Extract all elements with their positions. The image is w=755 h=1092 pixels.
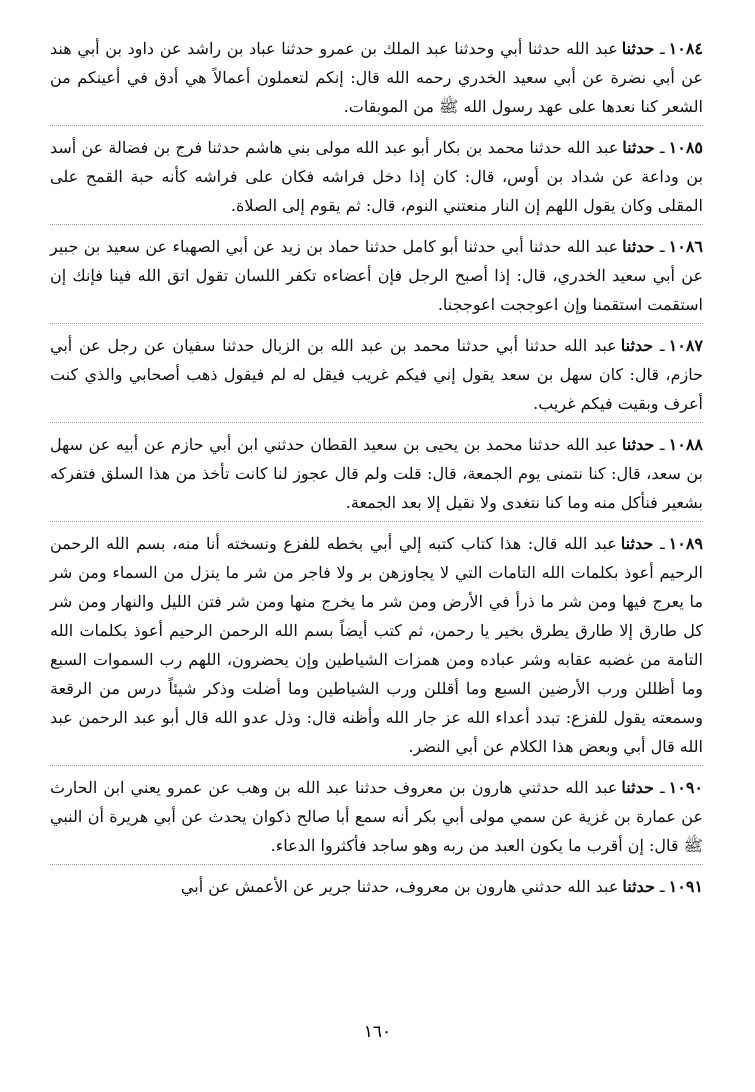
- entry-keyword: حدثنا: [622, 138, 655, 157]
- entry-number: ١٠٨٧: [668, 336, 703, 355]
- hadith-entry-1088: [50, 430, 703, 522]
- entry-keyword: حدثنا: [620, 534, 654, 553]
- entry-number: ١٠٨٩: [668, 534, 704, 553]
- hadith-entry-1091: [50, 872, 703, 905]
- entry-text: عبد الله حدثني هارون بن معروف حدثنا عبد الله بن وهب عن عمرو يعني ابن الحارث عن عمارة بن غزية عن سمي مولى أبي بكر أنه سمع أبا صالح ذكوان يحدث عن أبي هريرة أن النبي ﷺ قال: إن أقرب ما يكون العبد من ربه وهو ساجد فأكثروا الدعاء.: [50, 778, 703, 855]
- entry-number: ١٠٩٠: [668, 778, 704, 797]
- entry-keyword: حدثنا: [620, 336, 654, 355]
- entry-keyword: حدثنا: [622, 877, 655, 896]
- entry-dash: ـ: [654, 138, 665, 157]
- entry-number: ١٠٨٨: [668, 435, 703, 454]
- hadith-entry-1084: [50, 34, 703, 126]
- hadith-entry-1087: [50, 331, 703, 423]
- entry-dash: ـ: [653, 778, 665, 797]
- entry-number: ١٠٨٥: [668, 138, 703, 157]
- entry-keyword: حدثنا: [621, 778, 654, 797]
- entry-dash: ـ: [654, 39, 665, 58]
- entry-text: عبد الله حدثنا محمد بن بكار أبو عبد الله مولى بني هاشم حدثنا فرج بن فضالة عن أسد بن وداعة عن شداد بن أوس، قال: كان إذا دخل فراشه فكان على فراشه كأنه حبة القمح على المقلى وكان يقول اللهم إن النار منعتني النوم، قال: ثم يقوم إلى الصلاة.: [50, 138, 703, 215]
- entry-dash: ـ: [653, 534, 665, 553]
- entry-dash: ـ: [653, 336, 665, 355]
- hadith-entry-1090: [50, 773, 703, 865]
- entry-keyword: حدثنا: [621, 39, 655, 58]
- hadith-entry-1086: [50, 232, 703, 324]
- entry-text: عبد الله حدثنا محمد بن يحيى بن سعيد القطان حدثني ابن أبي حازم عن أبيه عن سهل بن سعد، قال: كنا نتمنى يوم الجمعة، قال: قلت ولم قال عجوز لنا كانت تأخذ من هذا السلق فتفركه بشعير فنأكل منه وما كنا نتغدى ولا نقيل إلا بعد الجمعة.: [50, 435, 703, 512]
- entry-text: عبد الله حدثنا أبي حدثنا أبو كامل حدثنا حماد بن زيد عن أبي الصهباء عن سعيد بن جبير عن أبي سعيد الخدري، قال: إذا أصبح الرجل فإن أعضاءه تكفر اللسان تقول اتق الله فينا فإنك إن استقمت استقمنا وإن اعوججت اعوججنا.: [50, 237, 703, 314]
- entry-number: ١٠٨٦: [668, 237, 703, 256]
- entry-text: عبد الله حدثنا أبي وحدثنا عبد الملك بن عمرو حدثنا عباد بن راشد عن داود بن أبي هند عن أبي نضرة عن أبي سعيد الخدري رحمه الله قال: إنكم لتعملون أعمالاً هي أدق في أعينكم من الشعر كنا نعدها على عهد رسول الله ﷺ من الموبقات.: [50, 39, 703, 116]
- entry-keyword: حدثنا: [621, 435, 655, 454]
- entry-dash: ـ: [654, 435, 665, 454]
- entry-keyword: حدثنا: [622, 237, 655, 256]
- entry-text: عبد الله قال: هذا كتاب كتبه إلي أبي بخطه للفزع ونسخته أنا منه، بسم الله الرحمن الرحيم أعوذ بكلمات الله التامات التي لا يجاوزهن بر ولا فاجر من شر ما ينزل من السماء ومن شر ما يعرج فيها ومن شر ما ذرأ في الأرض ومن شر ما يخرج منها ومن شر فتن الليل والنهار ومن شر كل طارق إلا طارق يطرق بخير يا رحمن، ثم كتب أيضاً بسم الله الرحمن الرحيم أعوذ بكلمات الله التامة من غضبه عقابه وشر عباده ومن همزات الشياطين وإن يحضرون، اللهم رب السموات السبع وما أظللن ورب الأرضين السبع وما أقللن ورب الشياطين وما أضلت وذكر شيئاً درس من الرقعة وسمعته يقول للفزع: تبدد أعداء الله عز جار الله وأظنه قال: وذل عدو الله قال أبو عبد الرحمن عبد الله قال أبي وبعض هذا الكلام عن أبي النضر.: [50, 534, 704, 756]
- entry-number: ١٠٨٤: [668, 39, 704, 58]
- entry-number: ١٠٩١: [668, 877, 703, 896]
- page-number: ١٦٠: [363, 1022, 392, 1042]
- hadith-entry-1089: [50, 529, 703, 766]
- entry-dash: ـ: [654, 877, 665, 896]
- hadith-entry-1085: [50, 133, 703, 225]
- entry-text: عبد الله حدثنا أبي حدثنا محمد بن عبد الله بن الزبال حدثنا سفيان عن رجل عن أبي حازم، قال: كان سهل بن سعد يقول إني فيكم غريب فيقل له لم فيقول ذهب أصحابي والذي كنت أعرف وبقيت فيكم غريب.: [50, 336, 703, 413]
- entry-dash: ـ: [654, 237, 665, 256]
- entry-text: عبد الله حدثني هارون بن معروف، حدثنا جرير عن الأعمش عن أبي: [180, 877, 619, 896]
